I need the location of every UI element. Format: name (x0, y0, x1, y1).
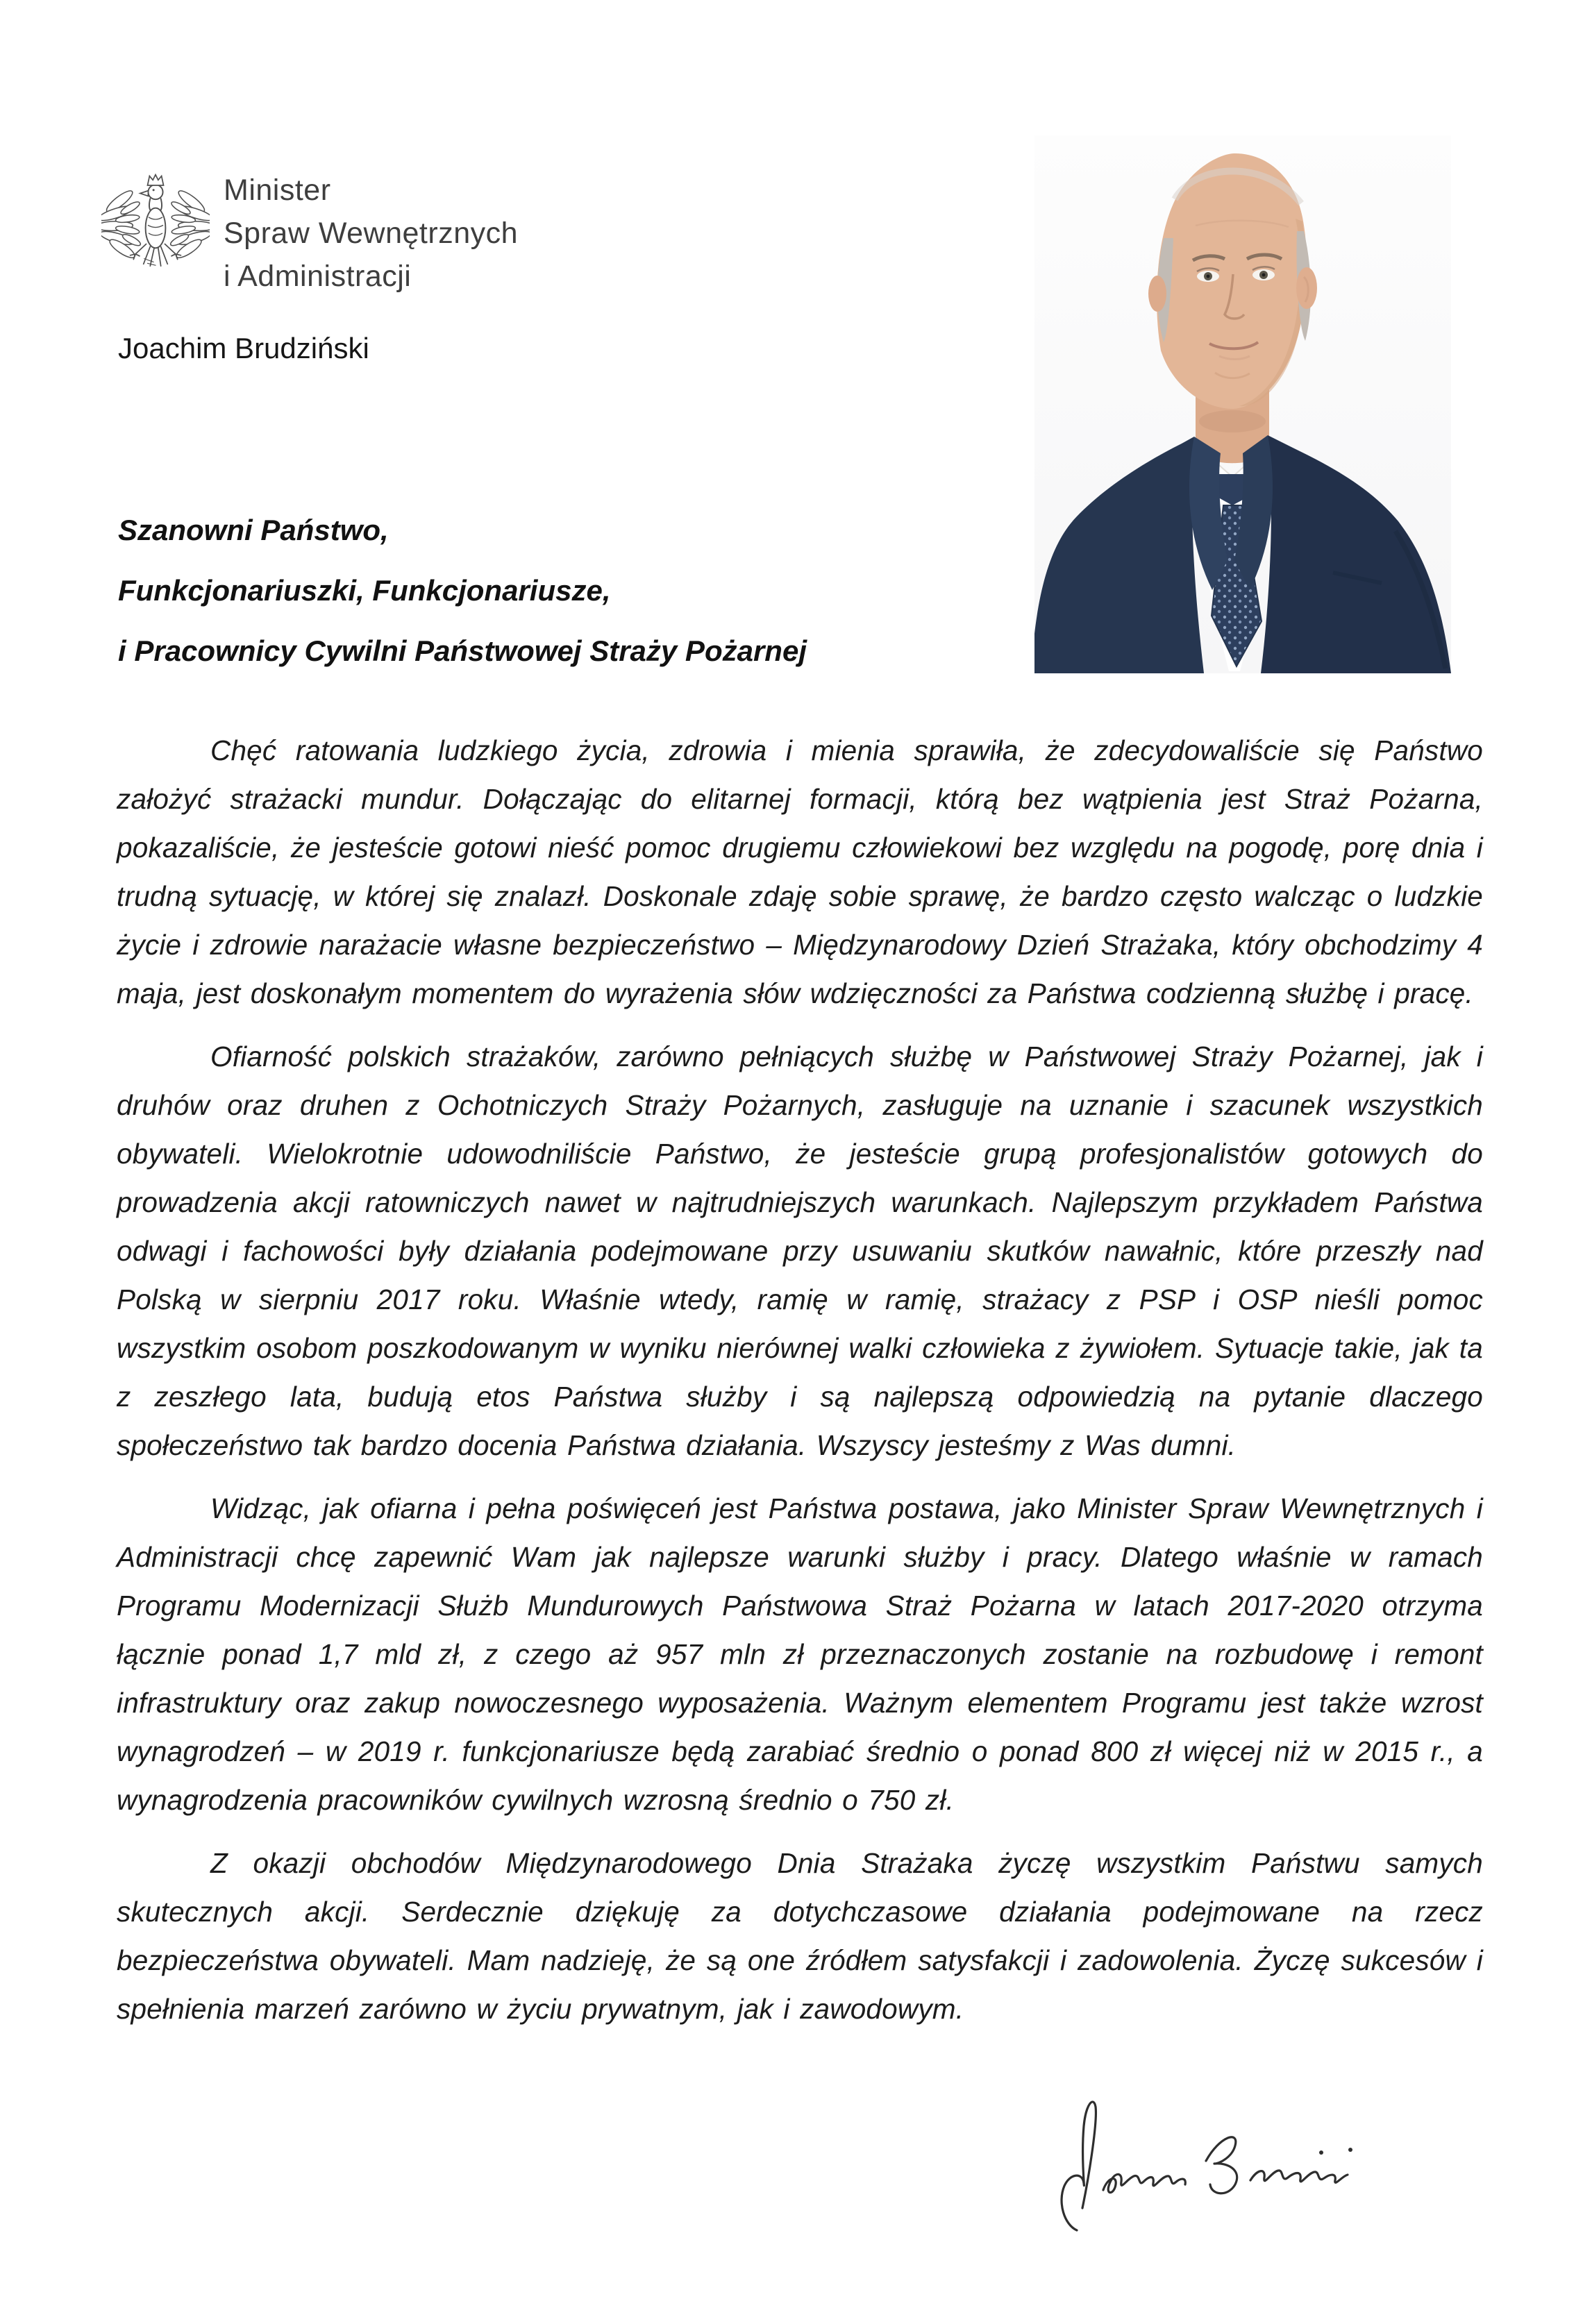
signature-handwriting (1045, 2086, 1385, 2253)
letter-paragraph-4: Z okazji obchodów Międzynarodowego Dnia Strażaka życzę wszystkim Państwu samych skutecznych akcji. Serdecznie dziękuję za dotychczasowe działania podejmowane na rzecz bezpieczeństwa obywateli. Mam nadzieję, że są one źródłem satysfakcji i zadowolenia. Życzę sukcesów i spełnienia marzeń zarówno w życiu prywatnym, jak i zawodowym. (117, 1847, 1483, 2025)
salutation (118, 500, 807, 681)
ministry-title (224, 169, 518, 298)
letter-paragraph-2: Ofiarność polskich strażaków, zarówno pełniących służbę w Państwowej Straży Pożarnej, jak i druhów oraz druhen z Ochotniczych Straży Pożarnych, zasługuje na uznanie i szacunek wszystkich obywateli. Wielokrotnie udowodniliście Państwo, że jesteście grupą profesjonalistów gotowych do prowadzenia akcji ratowniczych nawet w najtrudniejszych warunkach. Najlepszym przykładem Państwa odwagi i fachowości były działania podejmowane przy usuwaniu skutków nawałnic, które przeszły nad Polską w sierpniu 2017 roku. Właśnie wtedy, ramię w ramię, strażacy z PSP i OSP nieśli pomoc wszystkim osobom poszkodowanym w wyniku nierównej walki człowieka z żywiołem. Sytuacje takie, jak ta z zeszłego lata, budują etos Państwa służby i są najlepszą odpowiedzią na pytanie dlaczego społeczeństwo tak bardzo docenia Państwa działania. Wszyscy jesteśmy z Was dumni. (117, 1041, 1483, 1461)
letter-paragraph-3: Widząc, jak ofiarna i pełna poświęceń jest Państwa postawa, jako Minister Spraw Wewnętrznych i Administracji chcę zapewnić Wam jak najlepsze warunki służby i pracy. Dlatego właśnie w ramach Programu Modernizacji Służb Mundurowych Państwowa Straż Pożarna w latach 2017-2020 otrzyma łącznie ponad 1,7 mld zł, z czego aż 957 mln zł przeznaczonych zostanie na rozbudowę i remont infrastruktury oraz zakup nowoczesnego wyposażenia. Ważnym elementem Programu jest także wzrost wynagrodzeń – w 2019 r. funkcjonariusze będą zarabiać średnio o ponad 800 zł więcej niż w 2015 r., a wynagrodzenia pracowników cywilnych wzrosną średnio o 750 zł. (117, 1492, 1483, 1816)
minister-name: Joachim Brudziński (118, 332, 369, 364)
minister-portrait-photo (1034, 135, 1451, 673)
salutation-line-2: Funkcjonariuszki, Funkcjonariusze, (118, 574, 611, 607)
ministry-title-line-1: Minister (224, 174, 331, 207)
letter-body (117, 726, 1483, 2033)
ministry-title-line-3: i Administracji (224, 260, 412, 293)
ministry-title-line-2: Spraw Wewnętrznych (224, 217, 519, 250)
coat-of-arms-eagle-icon (101, 169, 210, 286)
salutation-line-1: Szanowni Państwo, (118, 514, 389, 546)
letter-paragraph-1: Chęć ratowania ludzkiego życia, zdrowia i mienia sprawiła, że zdecydowaliście się Państwo założyć strażacki mundur. Dołączając do elitarnej formacji, którą bez wątpienia jest Straż Pożarna, pokazaliście, że jesteście gotowi nieść pomoc drugiemu człowiekowi bez względu na pogodę, porę dnia i trudną sytuację, w której się znalazł. Doskonale zdaję sobie sprawę, że bardzo często walcząc o ludzkie życie i zdrowie narażacie własne bezpieczeństwo – Międzynarodowy Dzień Strażaka, który obchodzimy 4 maja, jest doskonałym momentem do wyrażenia słów wdzięczności za Państwa codzienną służbę i pracę. (117, 734, 1483, 1009)
salutation-line-3: i Pracownicy Cywilni Państwowej Straży Pożarnej (118, 634, 807, 667)
